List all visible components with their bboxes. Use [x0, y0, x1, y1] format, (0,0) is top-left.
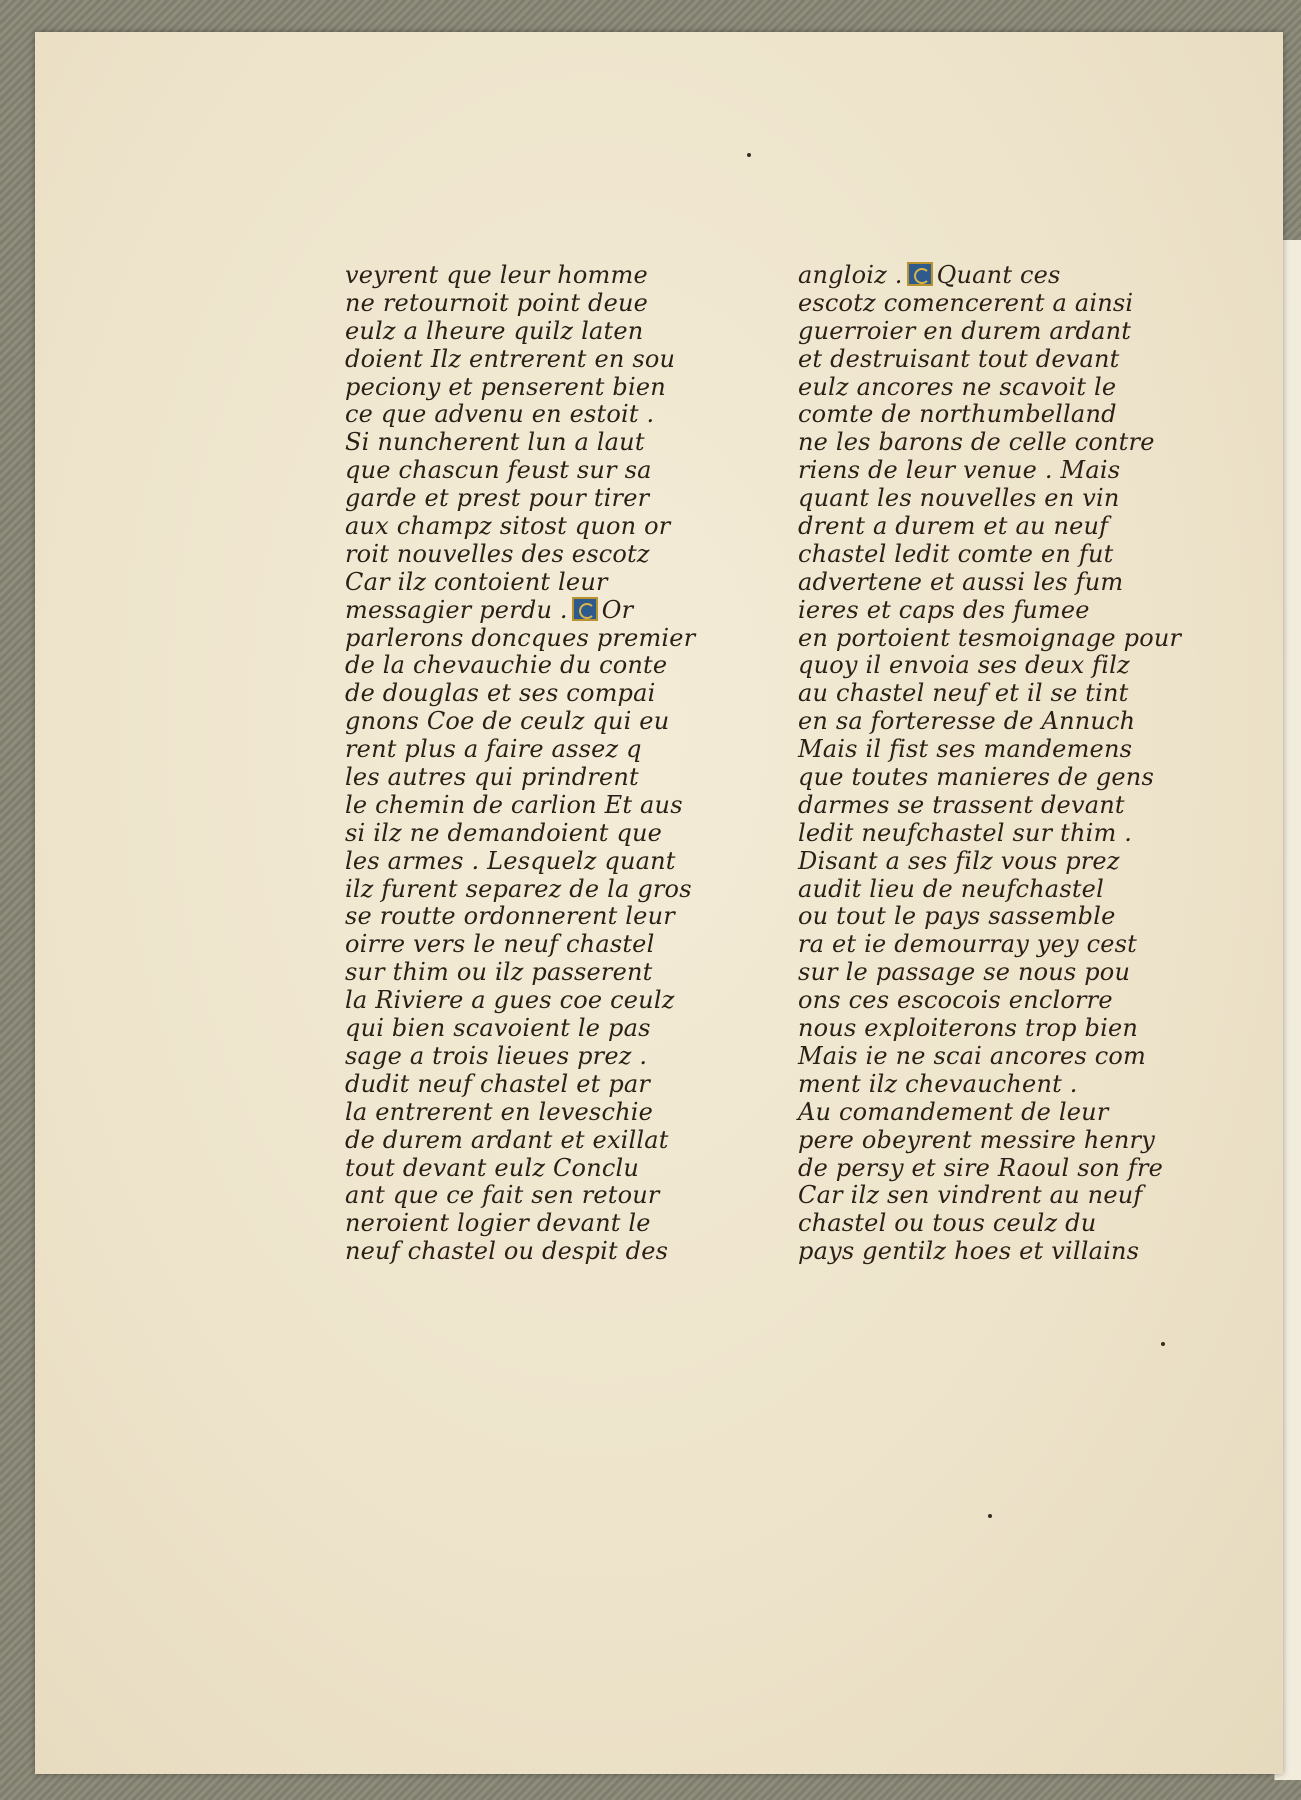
line-text: que toutes manieres de gens — [798, 763, 1154, 792]
manuscript-line — [798, 374, 1178, 402]
manuscript-line — [798, 290, 1178, 318]
manuscript-line — [345, 931, 725, 959]
line-text: rent plus a faire assez q — [345, 735, 642, 764]
manuscript-line — [798, 652, 1178, 680]
line-text: la Riviere a gues coe ceulz — [345, 986, 675, 1015]
manuscript-line — [798, 318, 1178, 346]
manuscript-line — [345, 1127, 725, 1155]
line-text: en portoient tesmoignage pour — [798, 623, 1182, 652]
manuscript-line — [345, 820, 725, 848]
manuscript-line — [798, 513, 1178, 541]
line-text: de durem ardant et exillat — [345, 1125, 669, 1154]
manuscript-line — [798, 959, 1178, 987]
manuscript-line — [345, 1238, 725, 1266]
line-text: les autres qui prindrent — [345, 763, 639, 792]
line-text: Disant a ses filz vous prez — [798, 846, 1120, 875]
manuscript-line — [345, 401, 725, 429]
line-text: ne les barons de celle contre — [798, 428, 1155, 457]
line-text: neuf chastel ou despit des — [345, 1237, 669, 1266]
initial-trailing-text: Or — [601, 595, 634, 624]
manuscript-line — [798, 1099, 1178, 1127]
line-text: eulz a lheure quilz laten — [345, 316, 644, 345]
line-text: chastel ou tous ceulz du — [798, 1209, 1097, 1238]
line-text: angloiz . — [798, 261, 903, 289]
manuscript-line — [345, 513, 725, 541]
line-text: sur le passage se nous pou — [798, 958, 1131, 987]
manuscript-line — [798, 708, 1178, 736]
manuscript-line — [798, 485, 1178, 513]
manuscript-line — [345, 680, 725, 708]
line-text: de persy et sire Raoul son fre — [798, 1153, 1164, 1182]
manuscript-line — [798, 876, 1178, 904]
line-text: les armes . Lesquelz quant — [345, 846, 676, 875]
line-text: aux champz sitost quon or — [345, 512, 671, 541]
line-text: pays gentilz hoes et villains — [798, 1237, 1140, 1266]
line-text: le chemin de carlion Et aus — [345, 790, 683, 819]
manuscript-line — [345, 764, 725, 792]
line-text: en sa forteresse de Annuch — [798, 707, 1136, 736]
line-text: sage a trois lieues prez . — [345, 1041, 648, 1070]
manuscript-line — [345, 959, 725, 987]
manuscript-line — [345, 569, 725, 597]
line-text: ou tout le pays sassemble — [798, 902, 1116, 931]
manuscript-line — [798, 1071, 1178, 1099]
line-text: sur thim ou ilz passerent — [345, 958, 653, 987]
manuscript-line — [345, 625, 725, 653]
line-text: veyrent que leur homme — [345, 261, 648, 289]
line-text: ilz furent separez de la gros — [345, 874, 692, 903]
line-text: Car ilz contoient leur — [345, 567, 608, 596]
manuscript-line — [345, 652, 725, 680]
manuscript-line — [345, 597, 725, 625]
manuscript-line — [345, 1099, 725, 1127]
manuscript-line — [798, 1015, 1178, 1043]
line-text: garde et prest pour tirer — [345, 484, 650, 513]
line-text: escotz comencerent a ainsi — [798, 288, 1134, 317]
manuscript-line — [798, 1238, 1178, 1266]
manuscript-line — [345, 1155, 725, 1183]
line-text: si ilz ne demandoient que — [345, 818, 663, 847]
ink-speck — [1161, 1342, 1165, 1346]
manuscript-line — [798, 848, 1178, 876]
manuscript-line — [798, 680, 1178, 708]
ink-speck — [988, 1514, 992, 1518]
manuscript-line — [345, 1015, 725, 1043]
line-text: dudit neuf chastel et par — [345, 1069, 651, 1098]
manuscript-line — [345, 1182, 725, 1210]
manuscript-line — [345, 1071, 725, 1099]
manuscript-line — [345, 429, 725, 457]
line-text: chastel ledit comte en fut — [798, 539, 1114, 568]
manuscript-line — [798, 401, 1178, 429]
line-text: ne retournoit point deue — [345, 288, 649, 317]
line-text: et destruisant tout devant — [798, 344, 1120, 373]
manuscript-line — [345, 485, 725, 513]
manuscript-line — [345, 736, 725, 764]
manuscript-line — [345, 987, 725, 1015]
manuscript-line — [345, 457, 725, 485]
line-text: ons ces escocois enclorre — [798, 986, 1113, 1015]
manuscript-line — [345, 374, 725, 402]
manuscript-line — [798, 792, 1178, 820]
line-text: tout devant eulz Conclu — [345, 1153, 640, 1182]
manuscript-line — [345, 1210, 725, 1238]
manuscript-line — [798, 764, 1178, 792]
line-text: ra et ie demourray yey cest — [798, 930, 1138, 959]
line-text: darmes se trassent devant — [798, 790, 1125, 819]
manuscript-line — [345, 876, 725, 904]
manuscript-line — [345, 903, 725, 931]
line-text: se routte ordonnerent leur — [345, 902, 675, 931]
line-text: Au comandement de leur — [798, 1097, 1109, 1126]
manuscript-line — [345, 318, 725, 346]
manuscript-line — [798, 597, 1178, 625]
manuscript-line — [798, 903, 1178, 931]
manuscript-line — [345, 1043, 725, 1071]
line-text: Si nuncherent lun a laut — [345, 428, 645, 457]
manuscript-line — [345, 848, 725, 876]
manuscript-line — [345, 262, 725, 290]
line-text: oirre vers le neuf chastel — [345, 930, 655, 959]
line-text: ant que ce fait sen retour — [345, 1181, 660, 1210]
line-text: parlerons doncques premier — [345, 623, 696, 652]
manuscript-line — [798, 1043, 1178, 1071]
line-text: drent a durem et au neuf — [798, 512, 1109, 541]
manuscript-line — [798, 1182, 1178, 1210]
line-text: Car ilz sen vindrent au neuf — [798, 1181, 1143, 1210]
line-text: quoy il envoia ses deux filz — [798, 651, 1130, 680]
line-text: qui bien scavoient le pas — [345, 1014, 651, 1043]
line-text: quant les nouvelles en vin — [798, 484, 1120, 513]
manuscript-line — [345, 290, 725, 318]
line-text: ieres et caps des fumee — [798, 595, 1090, 624]
line-text: pere obeyrent messire henry — [798, 1125, 1155, 1154]
illuminated-initial-icon — [907, 262, 933, 286]
text-column-right — [798, 261, 1182, 1266]
line-text: Mais ie ne scai ancores com — [798, 1041, 1146, 1070]
manuscript-line — [798, 931, 1178, 959]
line-text: roit nouvelles des escotz — [345, 539, 650, 568]
manuscript-line — [798, 429, 1178, 457]
line-text: doient Ilz entrerent en sou — [345, 344, 676, 373]
manuscript-line — [798, 346, 1178, 374]
manuscript-line — [345, 792, 725, 820]
manuscript-line — [345, 708, 725, 736]
manuscript-line — [798, 1127, 1178, 1155]
line-text: comte de northumbelland — [798, 400, 1117, 429]
line-text: guerroier en durem ardant — [798, 316, 1132, 345]
manuscript-line — [798, 569, 1178, 597]
illuminated-initial-icon — [572, 597, 598, 621]
line-text: advertene et aussi les fum — [798, 567, 1124, 596]
manuscript-line — [798, 987, 1178, 1015]
line-text: ment ilz chevauchent . — [798, 1069, 1078, 1098]
manuscript-line — [798, 262, 1178, 290]
line-text: gnons Coe de ceulz qui eu — [345, 707, 670, 736]
line-text: ledit neufchastel sur thim . — [798, 818, 1133, 847]
line-text: messagier perdu . — [345, 595, 568, 624]
ink-speck — [747, 153, 751, 157]
line-text: Mais il fist ses mandemens — [798, 735, 1133, 764]
text-column-left — [345, 262, 725, 1266]
manuscript-line — [798, 736, 1178, 764]
line-text: de douglas et ses compai — [345, 679, 656, 708]
manuscript-line — [798, 623, 1182, 653]
line-text: nous exploiterons trop bien — [798, 1014, 1139, 1043]
manuscript-line — [798, 457, 1178, 485]
line-text: neroient logier devant le — [345, 1209, 651, 1238]
manuscript-line — [798, 1210, 1178, 1238]
line-text: la entrerent en leveschie — [345, 1097, 654, 1126]
initial-trailing-text: Quant ces — [936, 261, 1061, 289]
manuscript-line — [345, 346, 725, 374]
line-text: de la chevauchie du conte — [345, 651, 668, 680]
manuscript-line — [798, 820, 1178, 848]
line-text: audit lieu de neufchastel — [798, 874, 1104, 903]
line-text: que chascun feust sur sa — [345, 456, 652, 485]
line-text: ce que advenu en estoit . — [345, 400, 655, 429]
line-text: riens de leur venue . Mais — [798, 456, 1121, 485]
manuscript-line — [798, 541, 1178, 569]
line-text: eulz ancores ne scavoit le — [798, 372, 1117, 401]
line-text: peciony et penserent bien — [345, 372, 666, 401]
manuscript-line — [798, 1155, 1178, 1183]
manuscript-line — [345, 541, 725, 569]
line-text: au chastel neuf et il se tint — [798, 679, 1129, 708]
